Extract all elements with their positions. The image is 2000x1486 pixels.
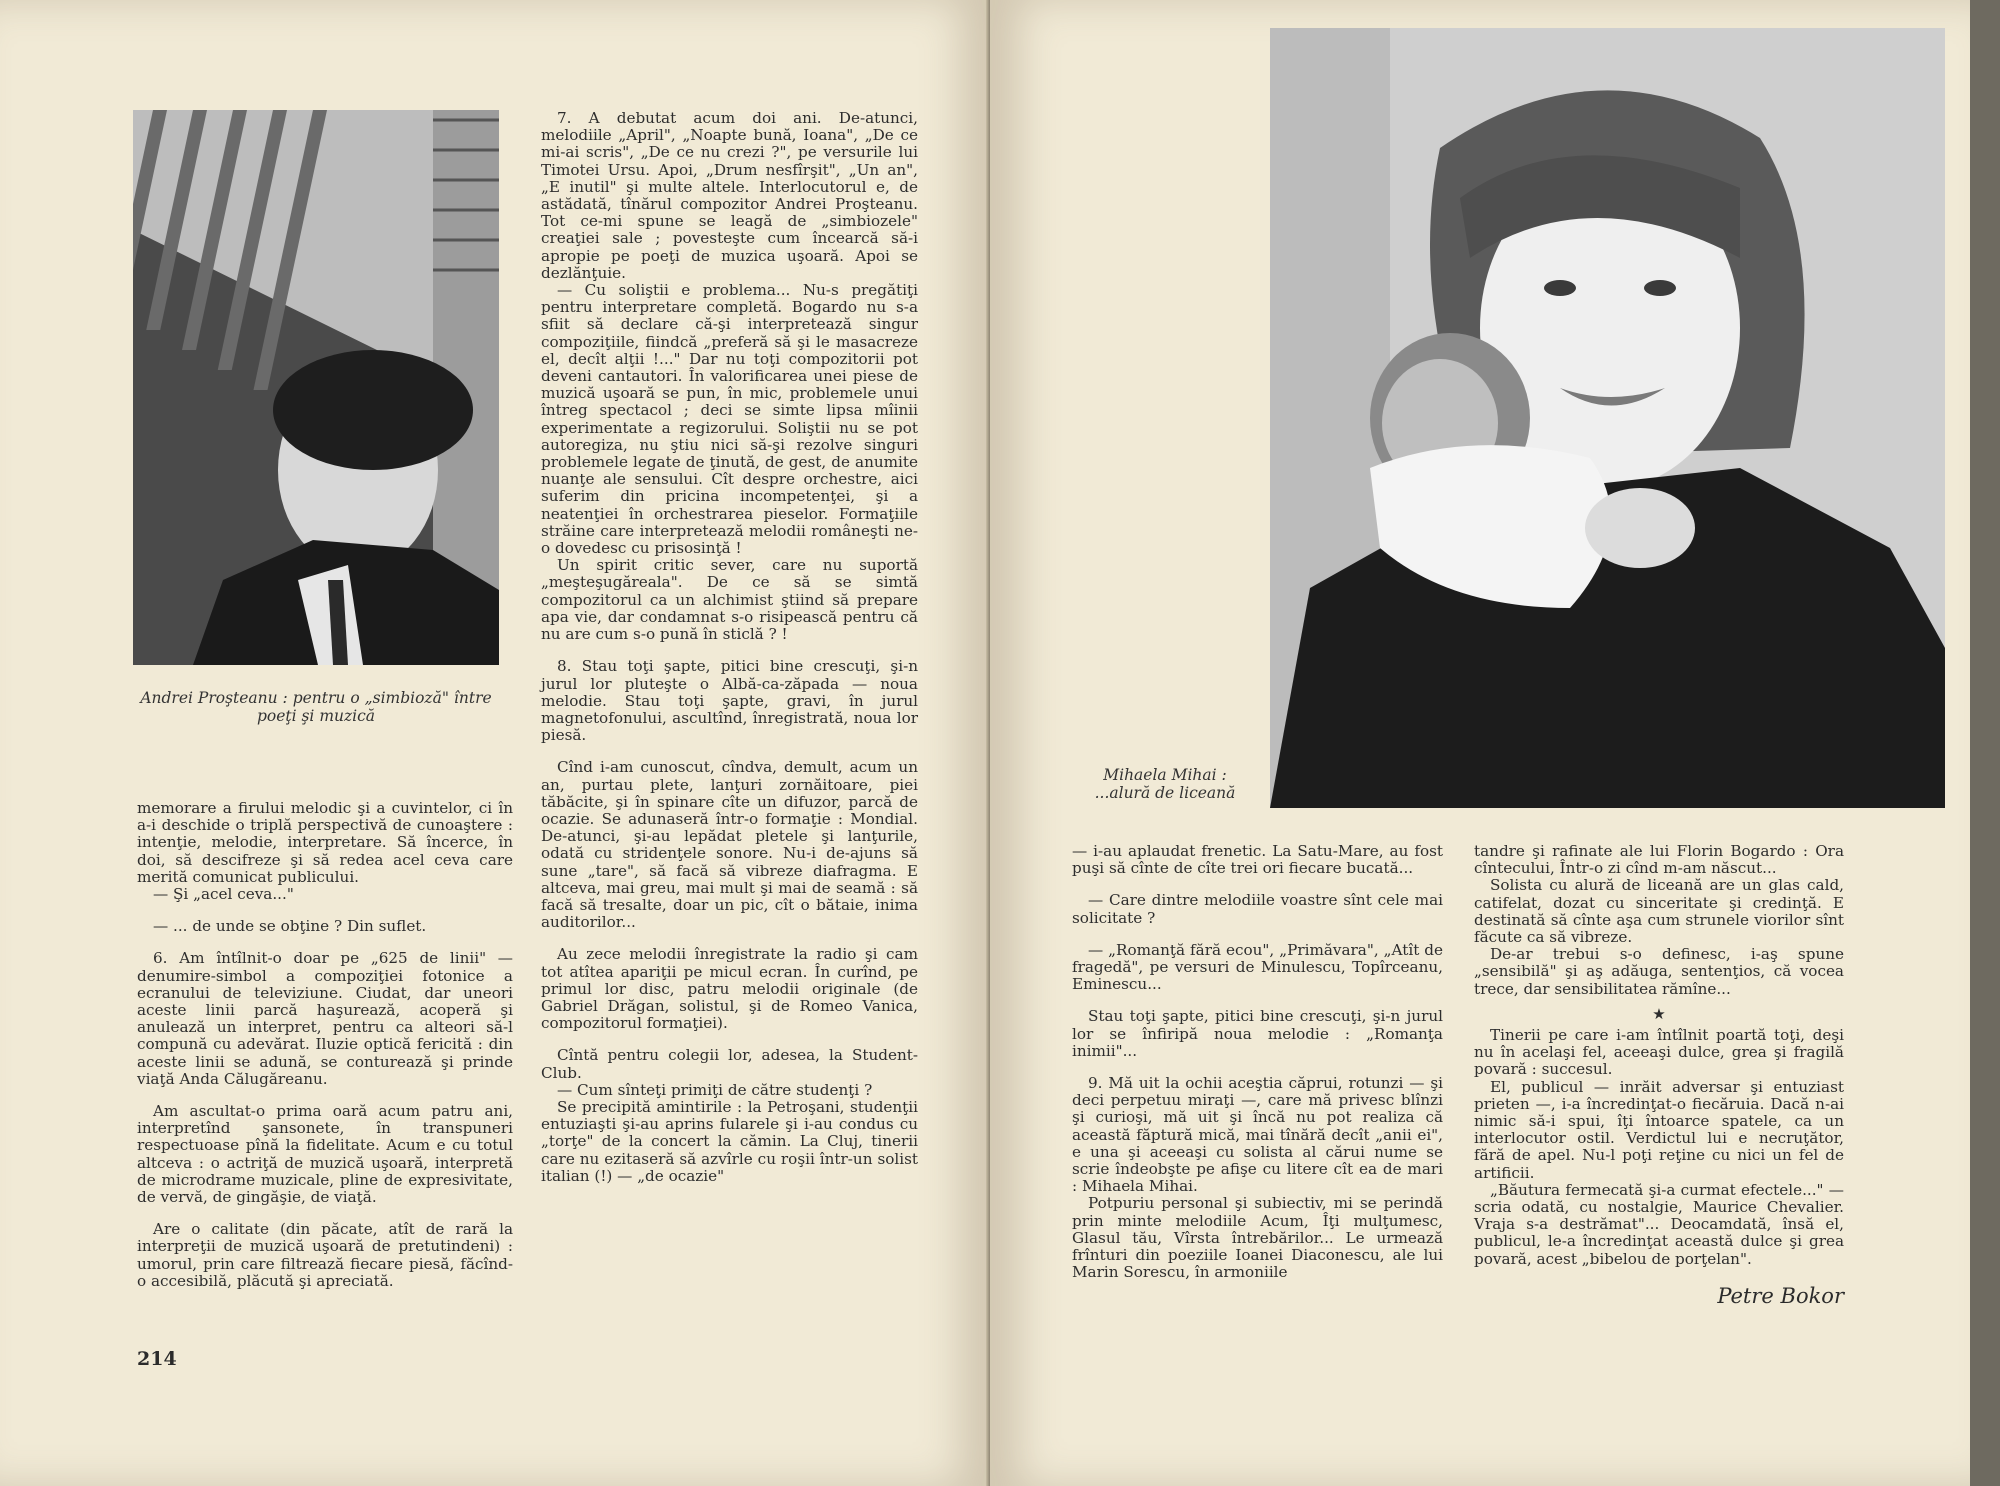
paragraph: Solista cu alură de liceană are un glas cald, catifelat, dozat cu sinceritate şi credinţă. E destinată să cînte aşa cum strunele viorilor sînt făcute ca să vibreze. [1474, 876, 1844, 947]
paragraph: Se precipită amintirile : la Petroşani, studenţii entuziaşti şi-au aprins fularele şi i-au condus cu „torţe" de la concert la cămin. La Cluj, tinerii care nu ezitaseră să azvîrle cu roşii într-un solist italian (!) — „de ocazie" [541, 1097, 918, 1185]
left-column-1 [137, 800, 513, 1290]
photo-caption: Andrei Proşteanu : pentru o „simbioză" între poeţi şi muzică [140, 689, 492, 725]
paragraph: — i-au aplaudat frenetic. La Satu-Mare, au fost puşi să cînte de cîte trei ori fiecare bucată... [1072, 842, 1443, 878]
author-signature: Petre Bokor [1717, 1284, 1844, 1308]
photo-andrei-prosteanu [133, 110, 499, 665]
right-column-1 [1072, 843, 1443, 1281]
paragraph: memorare a firului melodic şi a cuvintelor, ci în a-i deschide o triplă perspectivă de cunoaştere : intenţie, melodie, interpretare. Să încerce, în doi, să descifreze şi să redea acel ceva care merită comunicat publicului. [137, 799, 513, 886]
left-column-2 [541, 110, 918, 1185]
paragraph: tandre şi rafinate ale lui Florin Bogardo : Ora cîntecului, Într-o zi cînd m-am născut... [1474, 842, 1844, 878]
portrait-illustration [133, 110, 499, 665]
paragraph: — Cu soliştii e problema... Nu-s pregătiţi pentru interpretare completă. Bogardo nu s-a sfiit să declare că-şi interpretează singur compoziţiile, fiindcă „preferă să şi le masacreze el, decît alţii !..." Dar nu toţi compozitorii pot deveni cantautori. În valorificarea unei piese de muzică uşoară se pun, în mic, problemele unui întreg spectacol ; deci se simte lipsa mîinii experimentate a regizorului. Soliştii nu se pot autoregiza, nu ştiu nici să-şi rezolve singuri problemele legate de ţinută, de gest, de anumite nuanţe ale sensului. Cît despre orchestre, aici suferim din pricina incompetenţei, şi a neatenţiei în orchestrarea pieselor. Formaţiile străine care interpretează melodii româneşti ne-o dovedesc cu prisosinţă ! [541, 281, 918, 558]
paragraph: 8. Stau toţi şapte, pitici bine crescuţi, şi-n jurul lor pluteşte o Albă-ca-zăpada — noua melodie. Stau toţi şapte, gravi, în jurul magnetofonului, ascultînd, înregistrată, noua lor piesă. [541, 657, 918, 745]
paragraph: — Şi „acel ceva..." [153, 885, 294, 904]
paragraph: Cînd i-am cunoscut, cîndva, demult, acum un an, purtau plete, lanţuri zornăitoare, piei tăbăcite, şi în spinare cîte un difuzor, parcă de ocazie. Se adunaseră într-o formaţie : Mondial. De-atunci, şi-au lepădat pletele şi lanţurile, odată cu stridenţele sonore. Nu-i de-ajuns să sune „tare", să facă să vibreze diafragma. E altceva, mai greu, mai mult şi mai de seamă : să facă să tresalte, doar un pic, cît o bătaie, inima auditorilor... [541, 758, 918, 932]
paragraph: 9. Mă uit la ochii aceştia căprui, rotunzi — şi deci perpetuu miraţi —, care mă privesc blînzi şi curioşi, mă uit şi încă nu pot realiza că această făptură mică, mai tînără decît „anii ei", e una şi aceeaşi cu solista al cărui nume se scrie îndeobşte pe afişe cu litere cît ea de mari : Mihaela Mihai. [1072, 1074, 1443, 1196]
paragraph: 6. Am întîlnit-o doar pe „625 de linii" — denumire-simbol a compoziţiei fotonice a ecranului de televiziune. Ciudat, dar uneori aceste linii parcă haşurează, acoperă şi anulează un interpret, pentru ca alteori să-l compună cu adevărat. Iluzie optică fericită : din aceste linii se adună, se conturează şi prinde viaţă Anda Călugăreanu. [137, 949, 513, 1088]
paragraph: Tinerii pe care i-am întîlnit poartă toţi, deşi nu în acelaşi fel, aceeaşi dulce, grea şi fragilă povară : succesul. [1474, 1026, 1844, 1079]
page-number: 214 [137, 1348, 177, 1370]
paragraph: Are o calitate (din păcate, atît de rară la interpreţii de muzică uşoară de pretutindeni) : umorul, prin care filtrează fiecare piesă, făcînd-o accesibilă, plăcută şi apreciată. [137, 1220, 513, 1290]
photo-caption: Mihaela Mihai : ...alură de liceană [1094, 766, 1236, 802]
paragraph: — Cum sînteţi primiţi de către studenţi ? [557, 1080, 873, 1099]
paragraph: Potpuriu personal şi subiectiv, mi se perindă prin minte melodiile Acum, Îţi mulţumesc, Glasul tău, Vîrsta întrebărilor... Le urmează frînturi din poeziile Ioanei Diaconescu, ale lui Marin Sorescu, în armoniile [1072, 1194, 1443, 1282]
right-column-2 [1474, 843, 1844, 1268]
paragraph: — Care dintre melodiile voastre sînt cele mai solicitate ? [1072, 891, 1443, 927]
right-page [990, 0, 1970, 1486]
paragraph: Am ascultat-o prima oară acum patru ani, interpretînd şansonete, în transpuneri respectuoase pînă la fidelitate. Acum e cu totul altceva : o actriţă de muzică uşoară, interpretă de microdrame muzicale, pline de expresivitate, de vervă, de gingăşie, de viaţă. [137, 1102, 513, 1207]
portrait-illustration [1270, 28, 1945, 808]
star-separator: ★ [1652, 1004, 1666, 1023]
paragraph: 7. A debutat acum doi ani. De-atunci, melodiile „April", „Noapte bună, Ioana", „De ce mi-ai scris", „De ce nu crezi ?", pe versurile lui Timotei Ursu. Apoi, „Drum nesfîrşit", „Un an", „E inutil" şi multe altele. Interlocutorul e, de astădată, tînărul compozitor Andrei Proşteanu. Tot ce-mi spune se leagă de „simbiozele" creaţiei sale ; povesteşte cum încearcă să-i apropie pe poeţi de muzica uşoară. Apoi se dezlănţuie. [541, 109, 918, 282]
paragraph: — „Romanţă fără ecou", „Primăvara", „Atît de fragedă", pe versuri de Minulescu, Topîrceanu, Eminescu... [1072, 940, 1443, 994]
left-page [0, 0, 990, 1486]
paragraph: El, publicul — inrăit adversar şi entuziast prieten —, i-a încredinţat-o fiecăruia. Dacă n-ai nimic să-i spui, îţi întoarce spatele, ca un interlocutor ostil. Verdictul lui e necruţător, fără de apel. Nu-l poţi reţine cu nici un fel de artificii. [1474, 1077, 1844, 1182]
paragraph: Au zece melodii înregistrate la radio şi cam tot atîtea apariţii pe micul ecran. În curînd, pe primul lor disc, patru melodii originale (de Gabriel Drăgan, solistul, şi de Romeo Vanica, compozitorul formaţiei). [541, 945, 918, 1033]
photo-mihaela-mihai [1270, 28, 1945, 808]
paragraph: Un spirit critic sever, care nu suportă „meşteşugăreala". De ce să se simtă compozitorul ca un alchimist ştiind să prepare apa vie, dar condamnat s-o risipească pentru că nu are cum s-o pună în sticlă ? ! [541, 556, 918, 644]
paragraph: — ... de unde se obţine ? Din suflet. [153, 917, 427, 936]
paragraph: De-ar trebui s-o definesc, i-aş spune „sensibilă" şi aş adăuga, sentenţios, că vocea trece, dar sensibilitatea rămîne... [1474, 945, 1844, 998]
paragraph: Cîntă pentru colegii lor, adesea, la Student-Club. [541, 1046, 918, 1082]
paragraph: Stau toţi şapte, pitici bine crescuţi, şi-n jurul lor se înfiripă noua melodie : „Romanţa inimii"... [1072, 1007, 1443, 1060]
paragraph: „Băutura fermecată şi-a curmat efectele..." — scria odată, cu nostalgie, Maurice Chevalier. Vraja s-a destrămat"... Deocamdată, însă el, publicul, le-a încredinţat această dulce şi grea povară, acest „bibelou de porţelan". [1474, 1180, 1844, 1268]
